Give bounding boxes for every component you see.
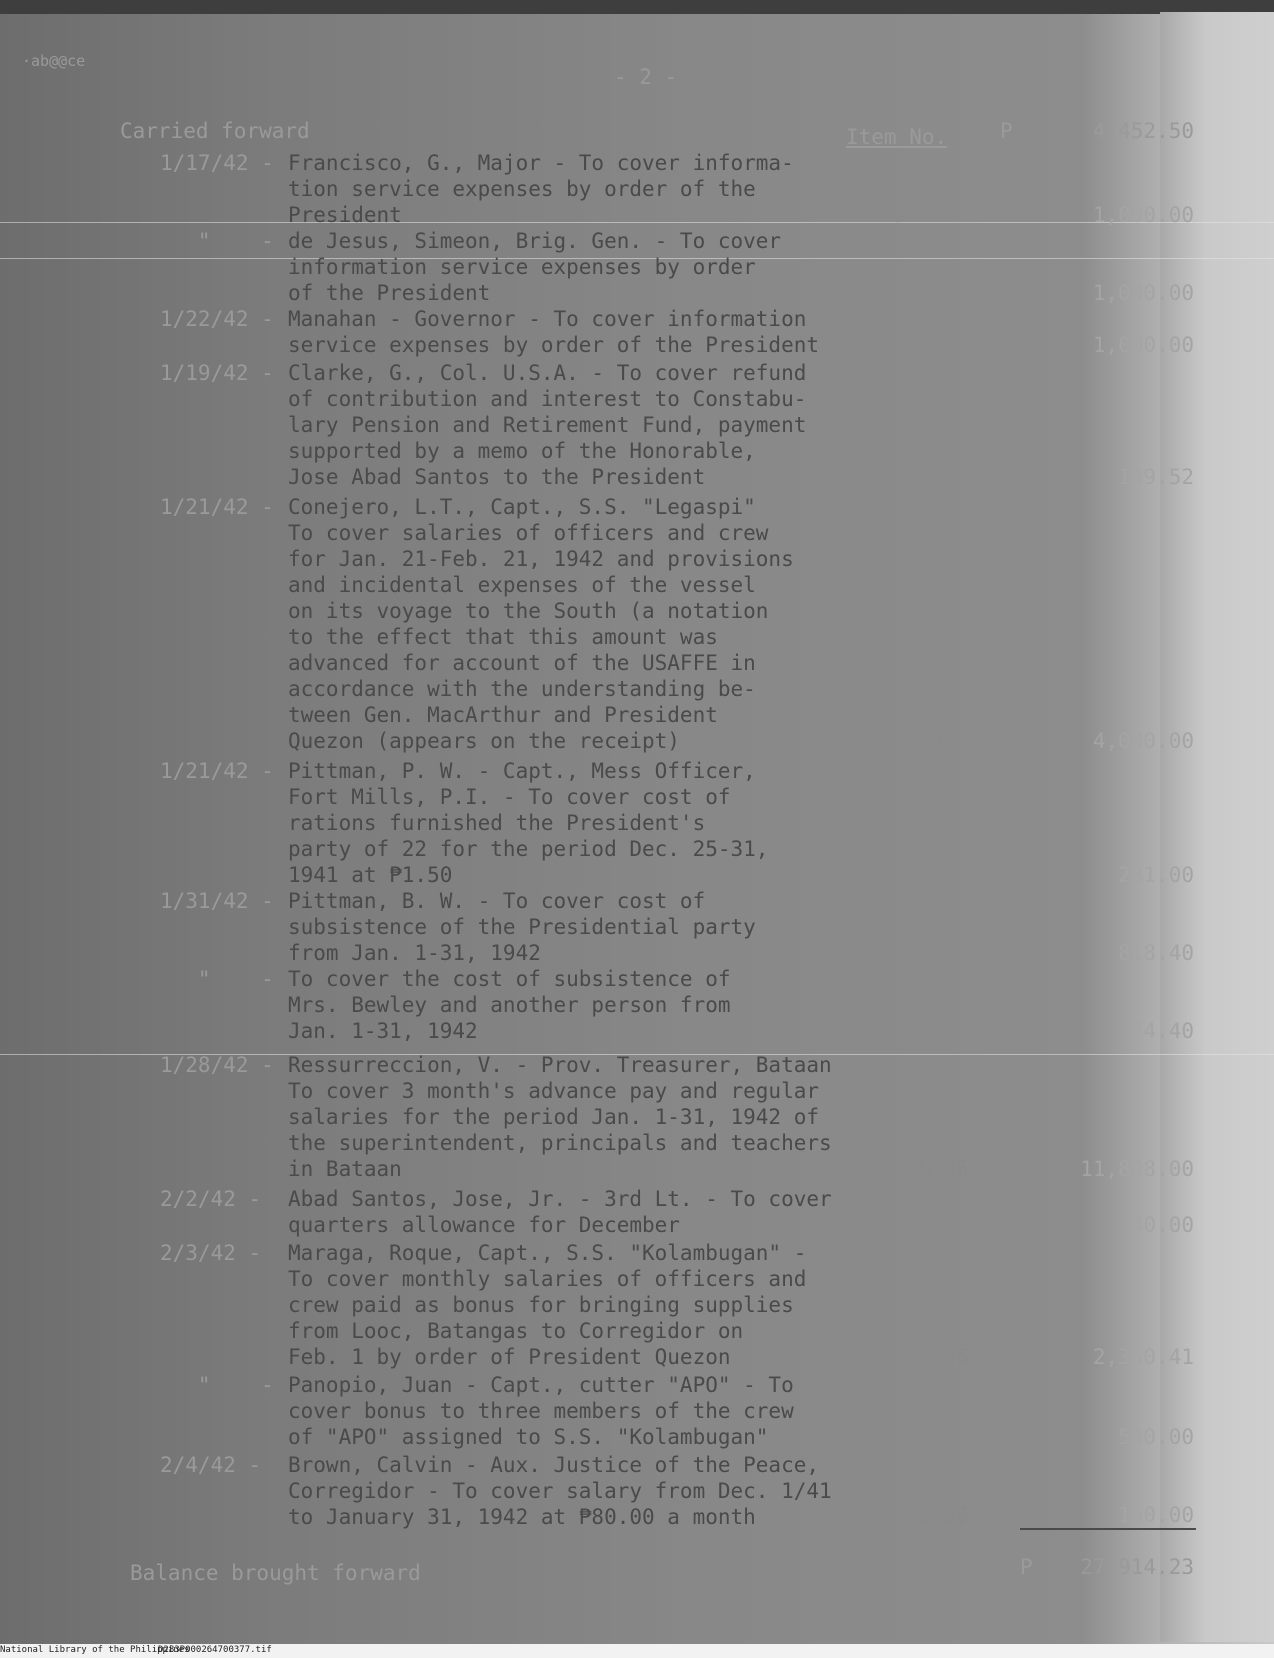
entry-item-number: 28&29	[880, 729, 944, 753]
corner-mark: ·ab@@ce	[22, 52, 86, 70]
entry-date: " -	[160, 967, 274, 991]
entry-item-number: 24	[880, 333, 906, 357]
total-rule	[1020, 1528, 1196, 1530]
entry-item-number: 19	[880, 203, 906, 227]
scan-footer	[0, 1644, 1274, 1658]
entry-date: 1/17/42 -	[160, 151, 274, 175]
entry-item-number: 41	[880, 1213, 906, 1237]
entry-amount: 1,000.00	[1092, 333, 1194, 357]
entry-date: " -	[160, 229, 274, 253]
entry-item-number: 45 & 46	[880, 1345, 969, 1369]
file-name: D283P000264700377.tif	[158, 1645, 272, 1655]
entry-description: Panopio, Juan - Capt., cutter "APO" - To cover bonus to three members of the crew of "APO" assigned to S.S. "Kolambugan"	[288, 1373, 794, 1449]
carried-forward-label: Carried forward	[120, 119, 310, 143]
entry-item-number: 34	[880, 1019, 906, 1043]
entry-date: 1/28/42 -	[160, 1053, 274, 1077]
balance-label: Balance brought forward	[130, 1561, 421, 1585]
entry-amount: 2,350.41	[1092, 1345, 1194, 1369]
entry-description: Conejero, L.T., Capt., S.S. "Legaspi" To cover salaries of officers and crew for Jan. 21-Feb. 21, 1942 and provisions and incidental expenses of the vessel on its voyage to the South (a notation to the effect that this amount was advanced for account of the USAFFE in accordance with the understanding be- tween Gen. MacArthur and President Quezon (appears on the receipt)	[288, 495, 794, 753]
entry-item-number: 25&26.	[880, 465, 956, 489]
entry-item-number: 30	[880, 863, 906, 887]
entry-amount: 4,000.00	[1092, 729, 1194, 753]
entry-description: Clarke, G., Col. U.S.A. - To cover refund of contribution and interest to Constabu- lary Pension and Retirement Fund, payment supported by a memo of the Honorable, Jose Abad Santos to the President	[288, 361, 807, 489]
balance-currency: P	[1020, 1555, 1033, 1579]
entry-amount: 1,000.00	[1092, 203, 1194, 227]
entry-description: To cover the cost of subsistence of Mrs. Bewley and another person from Jan. 1-31, 1942	[288, 967, 731, 1043]
entry-description: Pittman, P. W. - Capt., Mess Officer, Fort Mills, P.I. - To cover cost of rations furnished the President's party of 22 for the period Dec. 25-31, 1941 at ₱1.50	[288, 759, 769, 887]
entry-date: 1/19/42 -	[160, 361, 274, 385]
page-number: - 2 -	[614, 65, 678, 89]
entry-description: Brown, Calvin - Aux. Justice of the Peace, Corregidor - To cover salary from Dec. 1/41 to January 31, 1942 at ₱80.00 a month	[288, 1453, 832, 1529]
item-number-header: Item No.	[846, 125, 948, 149]
entry-amount: 149.52	[1118, 465, 1194, 489]
entry-description: Pittman, B. W. - To cover cost of subsistence of the Presidential party from Jan. 1-31, 1942	[288, 889, 756, 965]
entry-amount: 1,000.00	[1092, 281, 1194, 305]
entry-description: Maraga, Roque, Capt., S.S. "Kolambugan" - To cover monthly salaries of officers and crew paid as bonus for bringing supplies from Looc, Batangas to Corregidor on Feb. 1 by order of President Quezon	[288, 1241, 807, 1369]
entry-amount: 40.00	[1130, 1213, 1194, 1237]
entry-item-number: 32	[880, 941, 906, 965]
entry-amount: 160.00	[1118, 1503, 1194, 1527]
entry-date: 2/2/42 -	[160, 1187, 262, 1211]
entry-amount: 540.00	[1118, 1425, 1194, 1449]
entry-date: 2/4/42 -	[160, 1453, 262, 1477]
scan-top-edge	[0, 0, 1274, 14]
entry-item-number: 35 & 36	[880, 1157, 969, 1181]
entry-description: Abad Santos, Jose, Jr. - 3rd Lt. - To cover quarters allowance for December	[288, 1187, 832, 1237]
entry-description: Ressurreccion, V. - Prov. Treasurer, Bataan To cover 3 month's advance pay and regular salaries for the period Jan. 1-31, 1942 of the superintendent, principals and teachers in Bataan	[288, 1053, 832, 1181]
entry-date: 1/22/42 -	[160, 307, 274, 331]
entry-description: de Jesus, Simeon, Brig. Gen. - To cover information service expenses by order of the President	[288, 229, 782, 305]
entry-date: 1/31/42 -	[160, 889, 274, 913]
entry-amount: 818.40	[1118, 941, 1194, 965]
entry-amount: 231.00	[1118, 863, 1194, 887]
scan-right-margin	[1160, 12, 1274, 1642]
library-credit: National Library of the Philippines	[0, 1645, 190, 1655]
entry-item-number: 49 & 50	[880, 1503, 969, 1527]
entry-description: Manahan - Governor - To cover information service expenses by order of the President	[288, 307, 820, 357]
entry-amount: 11,898.00	[1080, 1157, 1194, 1181]
entry-date: 2/3/42 -	[160, 1241, 262, 1265]
entry-date: 1/21/42 -	[160, 759, 274, 783]
entry-item-number: 47	[880, 1425, 906, 1449]
entry-date: " -	[160, 1373, 274, 1397]
entry-amount: 74.40	[1130, 1019, 1194, 1043]
entry-description: Francisco, G., Major - To cover informa- tion service expenses by order of the President	[288, 151, 794, 227]
carried-currency: P	[1000, 119, 1013, 143]
entry-date: 1/21/42 -	[160, 495, 274, 519]
carried-amount: 4,452.50	[1092, 119, 1194, 143]
balance-amount: 27,914.23	[1080, 1555, 1194, 1579]
entry-item-number: 20	[880, 281, 906, 305]
